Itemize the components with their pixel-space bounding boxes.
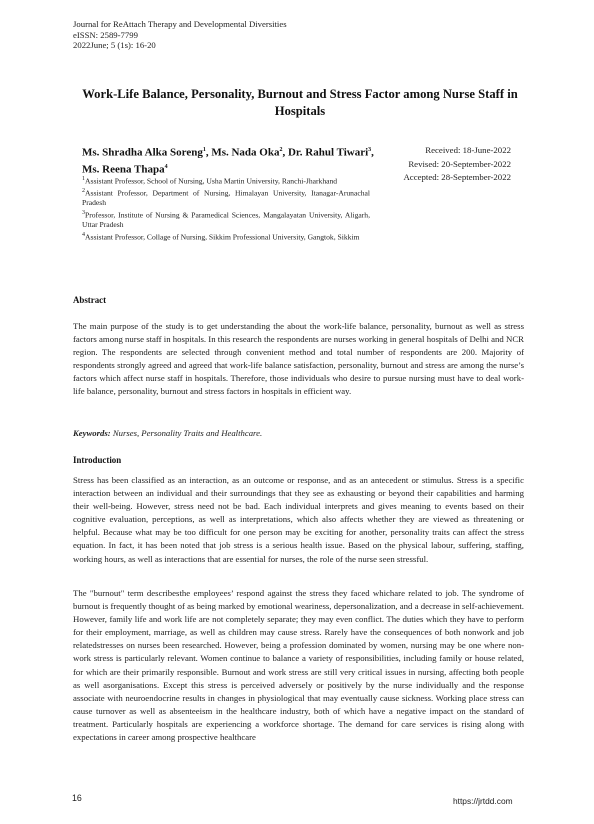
- keywords-text: Nurses, Personality Traits and Healthcare.: [110, 428, 263, 438]
- introduction-paragraph-1: Stress has been classified as an interaction, as an outcome or response, and as an antecedent or stimulus. Stress is a specific interaction between an individual and their surroundings that they see as exhausting or beyond their capabilities and harming their well-being. However, stress need not be bad. Each individual interprets and gives meaning to events based on their cognitive evaluation, perceptions, as well as interpretations, which also affects whether they are viewed as threatening or helpful. Because what may be too difficult for one person may be exciting for another, personality traits can affect the stress equation. In fact, it has been noted that job stress is a serious health issue. Based on the physical labour, suffering, staffing, working hours, as well as interactions that are essential for nurses, the role of the nurse seen stressful.: [73, 475, 524, 564]
- abstract-text: The main purpose of the study is to get understanding the about the work-life balance, personality, burnout as well as stress factors among nurse staff in hospitals. In this research the respondents are nurses working in general hospitals of Delhi and NCR region. The respondents are selected through convenient method and total number of respondents are 200. Majority of respondents strongly agreed and agreed that work-life balance satisfaction, personality, burnout and stress are among the nurse’s factors which affect nurse staff in hospitals. Therefore, those individuals who desire to pursue nursing must have to deal work-life balance, personality, burnout and stress factors in hospitals in efficient way.: [73, 321, 524, 397]
- introduction-heading: Introduction: [73, 455, 122, 465]
- affiliation-item: $^4$Assistant Professor, Collage of Nursing, Sikkim Professional University, Gangtok, Sikkim: [82, 231, 360, 242]
- page-number: 16: [72, 793, 82, 803]
- abstract-heading: Abstract: [73, 295, 107, 305]
- journal-header: [73, 19, 287, 51]
- author-superscript: 1: [202, 147, 206, 153]
- affiliation-item: $^1$Assistant Professor, School of Nursing, Usha Martin University, Ranchi-Jharkhand: [82, 176, 338, 186]
- received-date: Received: 18-June-2022: [425, 145, 511, 155]
- journal-eissn: eISSN: 2589-7799: [73, 29, 138, 40]
- journal-name: Journal for ReAttach Therapy and Developmental Diversities: [73, 19, 287, 29]
- author-name: Ms. Reena Thapa: [82, 163, 165, 176]
- keywords: [73, 428, 262, 438]
- article-dates: [380, 144, 511, 185]
- paper-title: Work-Life Balance, Personality, Burnout and Stress Factor among Nurse Staff in Hospitals: [82, 87, 518, 118]
- author-name: Dr. Rahul Tiwari: [287, 146, 369, 159]
- author-name: Ms. Nada Oka: [211, 146, 280, 159]
- keywords-label: Keywords:: [73, 428, 111, 438]
- author-superscript: 4: [164, 164, 168, 171]
- author-list: Ms. Shradha Alka Soreng$^1$, Ms. Nada Oka$^2$, Dr. Rahul Tiwari$^3$, Ms. Reena Thapa$^4$: [82, 146, 374, 176]
- journal-url: https://jrtdd.com: [453, 796, 513, 806]
- introduction-paragraph-2: The "burnout" term describesthe employees’ respond against the stress they faced whichare related to job. The syndrome of burnout is frequently thought of as being marked by emotional weariness, depersonalization, and a decrease in self-achievement. However, family life and work life are not completely separate; they may even conflict. The duties which they have to perform for their employment, marriage, as well as children may cause stress. Rarely have the consequences of both nonwork and job relatedstresses on nurses been researched. However, being a profession dominated by women, nursing may be one where non-work stress is particularly relevant. Women continue to balance a variety of responsibilities, including family or house related, for which are their primarily responsible. Burnout and work stress are still very critical issues in nursing, affecting both people as well asorganisations. Except this stress is perceived adversely or positively by the nurse individually and the response associate with neuroendocrine results in changes in physiological that may eventually cause sickness. Working place stress can cause turnover as well as absenteeism in the healthcare industry, both of which have a negative impact on the standard of treatment. Particularly hospitals are experiencing a workforce shortage. The demand for care services is rising along with expectations in career among prospective healthcare: [73, 588, 524, 743]
- affiliations: [82, 175, 370, 243]
- author-superscript: 2: [279, 147, 283, 153]
- accepted-date: Accepted: 28-September-2022: [403, 172, 511, 182]
- journal-issue: 2022June; 5 (1s): 16-20: [73, 40, 156, 51]
- affiliation-item: $^2$Assistant Professor, Department of Nursing, Himalayan University, Itanagar-Arunachal Pradesh: [82, 188, 370, 208]
- revised-date: Revised: 20-September-2022: [408, 158, 511, 169]
- author-name: Ms. Shradha Alka Soreng: [82, 146, 203, 159]
- author-superscript: 3: [368, 147, 372, 153]
- affiliation-item: $^3$Professor, Institute of Nursing & Paramedical Sciences, Mangalayatan University, Aligarh, Uttar Pradesh: [82, 209, 370, 229]
